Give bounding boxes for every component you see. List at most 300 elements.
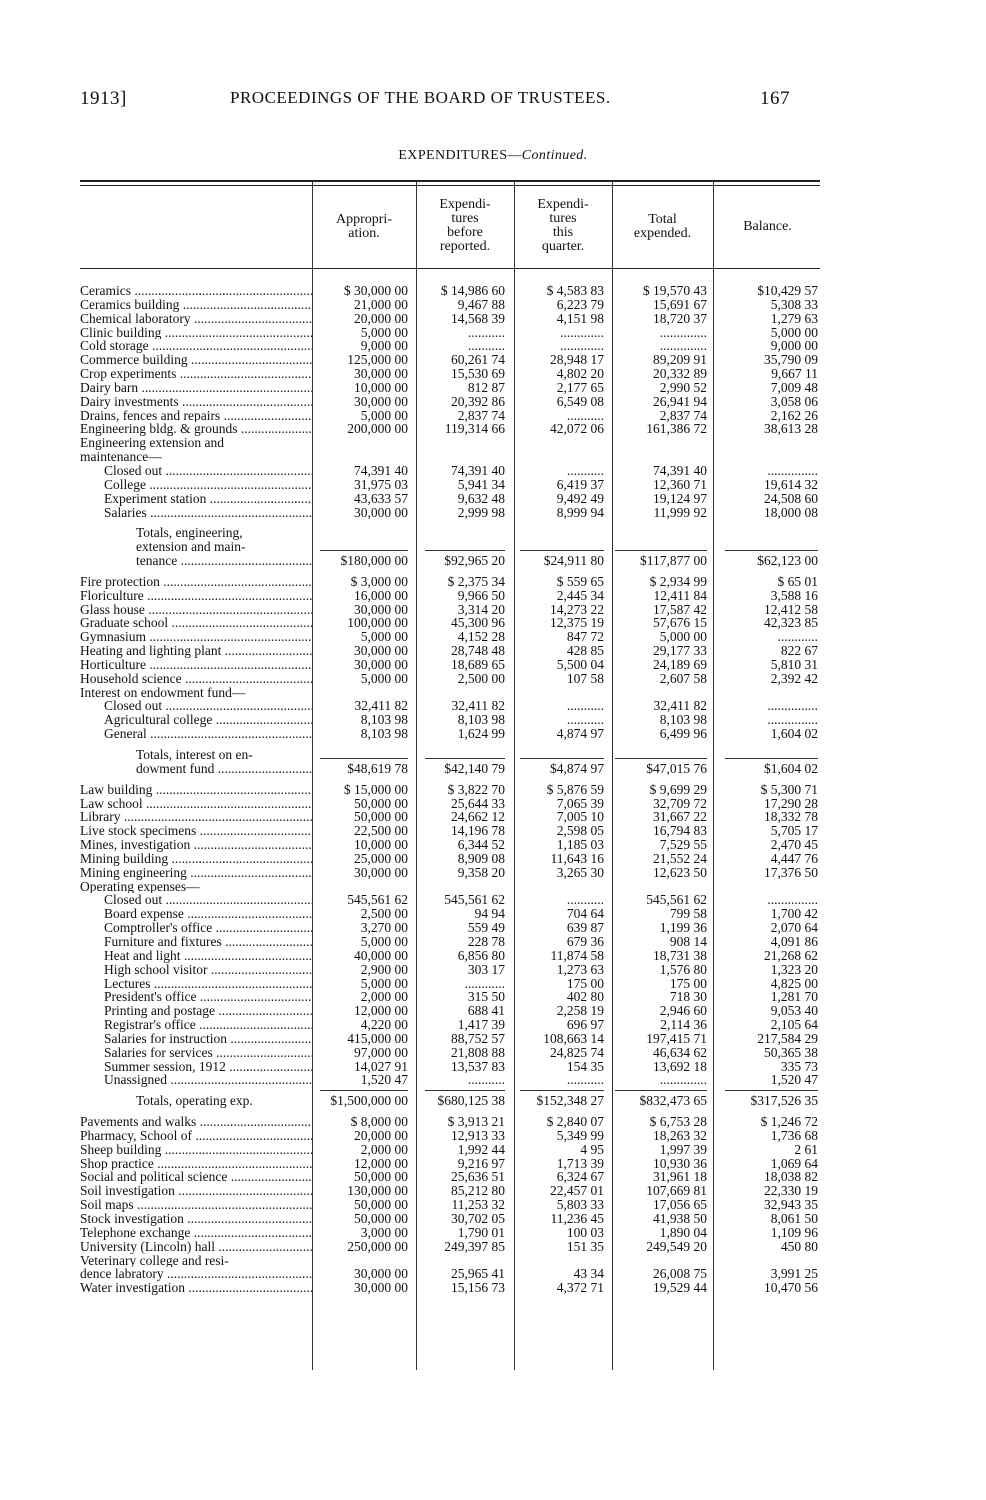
cell-total: 17,056 65 bbox=[653, 1197, 707, 1213]
cell-balance: 822 67 bbox=[780, 643, 818, 659]
cell-balance: 1,736 68 bbox=[770, 1127, 818, 1143]
total-rule bbox=[320, 1090, 408, 1091]
cell-before: 228 78 bbox=[467, 933, 505, 949]
row-label: Mining engineering ..... bbox=[80, 866, 312, 880]
cell-total: .............. bbox=[659, 338, 707, 354]
cell-before: 85,212 80 bbox=[451, 1183, 505, 1199]
cell-this-quarter: 7,065 39 bbox=[556, 795, 604, 811]
cell-appropriation: 97,000 00 bbox=[354, 1044, 408, 1060]
row-label: Graduate school ..... bbox=[80, 616, 312, 630]
cell-balance: 3,058 06 bbox=[770, 393, 818, 409]
total-rule bbox=[425, 550, 505, 551]
total-rule bbox=[520, 550, 604, 551]
cell-balance: 17,376 50 bbox=[764, 864, 818, 880]
cell-appropriation: 20,000 00 bbox=[354, 1127, 408, 1143]
cell-this-quarter: 5,803 33 bbox=[556, 1197, 604, 1213]
col-head-line: before bbox=[447, 225, 483, 240]
table-row bbox=[80, 1032, 820, 1046]
cell-appropriation: 25,000 00 bbox=[354, 850, 408, 866]
top-rule bbox=[80, 180, 820, 182]
cell-balance: 4,447 76 bbox=[770, 850, 818, 866]
cell-this-quarter: 24,825 74 bbox=[550, 1044, 604, 1060]
cell-appropriation: 2,500 00 bbox=[360, 906, 408, 922]
cell-this-quarter: 6,549 08 bbox=[556, 393, 604, 409]
cell-balance: ............... bbox=[767, 462, 818, 478]
table-row bbox=[80, 339, 820, 353]
table-row bbox=[80, 436, 820, 450]
table-row bbox=[80, 312, 820, 326]
row-label: Soil investigation ..... bbox=[80, 1184, 312, 1198]
cell-balance: 2,105 64 bbox=[770, 1017, 818, 1033]
cell-this-quarter: 2,258 19 bbox=[556, 1003, 604, 1019]
cell-before: 545,561 62 bbox=[444, 892, 505, 908]
cell-total: 718 30 bbox=[669, 989, 707, 1005]
row-label: Unassigned ..... bbox=[80, 1073, 312, 1087]
cell-this-quarter: $4,874 97 bbox=[550, 760, 604, 776]
cell-appropriation: $180,000 00 bbox=[340, 553, 408, 569]
row-label: tenance ..... bbox=[80, 554, 312, 568]
total-rule bbox=[520, 1090, 604, 1091]
table-row bbox=[80, 353, 820, 367]
cell-appropriation: 30,000 00 bbox=[354, 393, 408, 409]
cell-total: 1,576 80 bbox=[659, 961, 707, 977]
table-caption bbox=[0, 148, 986, 164]
cell-total: 16,794 83 bbox=[653, 823, 707, 839]
cell-before: ........... bbox=[467, 338, 505, 354]
cell-balance: 7,009 48 bbox=[770, 379, 818, 395]
cell-balance: 22,330 19 bbox=[764, 1183, 818, 1199]
row-label: College ..... bbox=[80, 478, 312, 492]
cell-before: 249,397 85 bbox=[444, 1238, 505, 1254]
col-head-line: this bbox=[552, 225, 574, 240]
cell-total: 15,691 67 bbox=[653, 296, 707, 312]
table-row bbox=[80, 880, 820, 894]
cell-total: 2,946 60 bbox=[659, 1003, 707, 1019]
table-row bbox=[80, 1267, 820, 1281]
cell-this-quarter: ........... bbox=[566, 462, 604, 478]
cell-total: 19,529 44 bbox=[653, 1280, 707, 1296]
cell-appropriation: 5,000 00 bbox=[360, 407, 408, 423]
cell-before: 30,702 05 bbox=[451, 1211, 505, 1226]
cell-balance: 10,470 56 bbox=[764, 1280, 818, 1296]
cell-total: 6,499 96 bbox=[659, 726, 707, 742]
table-row bbox=[80, 1143, 820, 1157]
row-label: Registrar's office ..... bbox=[80, 1018, 312, 1032]
expenditures-table-body bbox=[80, 284, 820, 1295]
cell-balance: 2 61 bbox=[794, 1141, 818, 1157]
cell-this-quarter: 847 72 bbox=[566, 629, 604, 645]
cell-appropriation: 130,000 00 bbox=[347, 1183, 408, 1199]
table-row bbox=[80, 326, 820, 340]
cell-this-quarter: 100 03 bbox=[566, 1224, 604, 1240]
cell-before: 1,624 99 bbox=[457, 726, 505, 742]
cell-this-quarter: 402 80 bbox=[566, 989, 604, 1005]
page-number: 167 bbox=[760, 88, 790, 109]
cell-balance: 32,943 35 bbox=[764, 1197, 818, 1213]
row-label: Totals, engineering, bbox=[136, 526, 243, 541]
cell-this-quarter: 43 34 bbox=[573, 1266, 604, 1282]
cell-total: 19,124 97 bbox=[653, 490, 707, 506]
cell-total: 18,731 38 bbox=[653, 947, 707, 963]
cell-before: 13,537 83 bbox=[451, 1058, 505, 1074]
cell-this-quarter: $ 4,583 83 bbox=[546, 283, 604, 298]
row-label: Law building ..... bbox=[80, 783, 312, 797]
col-head-line: Expendi- bbox=[537, 197, 589, 212]
row-label: dence labratory ..... bbox=[80, 1267, 312, 1281]
cell-appropriation: 5,000 00 bbox=[360, 975, 408, 991]
cell-before: 6,344 52 bbox=[457, 837, 505, 853]
cell-total: $ 6,753 28 bbox=[649, 1114, 707, 1130]
cell-appropriation: 22,500 00 bbox=[354, 823, 408, 839]
cell-this-quarter: ........... bbox=[566, 698, 604, 714]
row-label: Printing and postage ..... bbox=[80, 1004, 312, 1018]
cell-balance: 335 73 bbox=[780, 1058, 818, 1074]
cell-balance: 2,392 42 bbox=[770, 670, 818, 686]
cell-total: 13,692 18 bbox=[653, 1058, 707, 1074]
col-head-line: tures bbox=[451, 211, 479, 226]
row-label: Ceramics building ..... bbox=[80, 298, 312, 312]
cell-appropriation: 50,000 00 bbox=[354, 795, 408, 811]
cell-balance: $317,526 35 bbox=[750, 1093, 818, 1109]
table-row bbox=[80, 422, 820, 436]
cell-before: 60,261 74 bbox=[451, 352, 505, 368]
table-row bbox=[80, 616, 820, 630]
table-row bbox=[80, 1281, 820, 1295]
row-label: Stock investigation ..... bbox=[80, 1212, 312, 1226]
table-row bbox=[80, 699, 820, 713]
table-row bbox=[80, 852, 820, 866]
header-underline-values bbox=[312, 268, 820, 269]
cell-before: 1,417 39 bbox=[457, 1017, 505, 1033]
row-label: High school visitor ..... bbox=[80, 963, 312, 977]
cell-balance: ............... bbox=[767, 712, 818, 728]
table-row bbox=[80, 1018, 820, 1032]
cell-appropriation: 30,000 00 bbox=[354, 1280, 408, 1296]
cell-this-quarter: 2,177 65 bbox=[556, 379, 604, 395]
cell-total: 31,961 18 bbox=[653, 1169, 707, 1185]
cell-total: 799 58 bbox=[669, 906, 707, 922]
cell-before: 88,752 57 bbox=[451, 1030, 505, 1046]
cell-appropriation: 21,000 00 bbox=[354, 296, 408, 312]
cell-total: 32,709 72 bbox=[653, 795, 707, 811]
cell-this-quarter: 28,948 17 bbox=[550, 352, 604, 368]
cell-before: 315 50 bbox=[467, 989, 505, 1005]
table-row bbox=[80, 1254, 820, 1268]
cell-balance: 17,290 28 bbox=[764, 795, 818, 811]
cell-appropriation: 125,000 00 bbox=[347, 352, 408, 368]
cell-appropriation: 1,520 47 bbox=[360, 1072, 408, 1088]
total-rule bbox=[425, 1090, 505, 1091]
cell-before: 9,358 20 bbox=[457, 864, 505, 880]
cell-before: 1,790 01 bbox=[457, 1224, 505, 1240]
cell-appropriation: 12,000 00 bbox=[354, 1155, 408, 1171]
row-label: Commerce building ..... bbox=[80, 353, 312, 367]
cell-before: 4,152 28 bbox=[457, 629, 505, 645]
cell-balance: 12,412 58 bbox=[764, 601, 818, 617]
row-label: General ..... bbox=[80, 727, 312, 741]
cell-this-quarter: 6,419 37 bbox=[556, 476, 604, 492]
table-row bbox=[80, 575, 820, 589]
table-row bbox=[80, 1094, 820, 1108]
cell-this-quarter: 12,375 19 bbox=[550, 615, 604, 631]
row-label: Cold storage ..... bbox=[80, 339, 312, 353]
cell-appropriation: 8,103 98 bbox=[360, 712, 408, 728]
caption-italic: Continued. bbox=[521, 148, 588, 163]
row-label: Pharmacy, School of ..... bbox=[80, 1129, 312, 1143]
cell-this-quarter: $152,348 27 bbox=[536, 1093, 604, 1109]
cell-total: 32,411 82 bbox=[653, 698, 707, 714]
row-label: Operating expenses— bbox=[80, 879, 200, 894]
col-head-line: Appropri- bbox=[336, 212, 392, 227]
column-header-expenditures-before bbox=[418, 198, 512, 254]
cell-total: 26,008 75 bbox=[653, 1266, 707, 1282]
cell-balance: 4,825 00 bbox=[770, 975, 818, 991]
table-row bbox=[80, 866, 820, 880]
cell-total: 41,938 50 bbox=[653, 1211, 707, 1226]
table-row bbox=[80, 1046, 820, 1060]
cell-appropriation: 20,000 00 bbox=[354, 310, 408, 326]
cell-this-quarter: 154 35 bbox=[566, 1058, 604, 1074]
cell-before: 688 41 bbox=[467, 1003, 505, 1019]
cell-balance: 5,308 33 bbox=[770, 296, 818, 312]
cell-before: $ 14,986 60 bbox=[440, 283, 505, 298]
cell-balance: 2,470 45 bbox=[770, 837, 818, 853]
cell-balance: $62,123 00 bbox=[757, 553, 818, 569]
cell-total: 31,667 22 bbox=[653, 809, 707, 825]
table-row bbox=[80, 492, 820, 506]
cell-before: 15,530 69 bbox=[451, 366, 505, 382]
cell-total: 29,177 33 bbox=[653, 643, 707, 659]
row-label: dowment fund ..... bbox=[80, 762, 312, 776]
table-row bbox=[80, 381, 820, 395]
cell-before: $680,125 38 bbox=[437, 1093, 505, 1109]
total-rule bbox=[725, 1090, 818, 1091]
cell-appropriation: 50,000 00 bbox=[354, 1211, 408, 1226]
row-label: Veterinary college and resi- bbox=[80, 1253, 229, 1268]
cell-this-quarter: 151 35 bbox=[566, 1238, 604, 1254]
table-row bbox=[80, 921, 820, 935]
col-head-line: ation. bbox=[348, 226, 380, 241]
table-row bbox=[80, 367, 820, 381]
cell-this-quarter: ............. bbox=[560, 324, 604, 340]
cell-total: 10,930 36 bbox=[653, 1155, 707, 1171]
row-label: Sheep building ..... bbox=[80, 1143, 312, 1157]
cell-balance: 2,070 64 bbox=[770, 920, 818, 936]
row-label: Mining building ..... bbox=[80, 852, 312, 866]
cell-appropriation: 8,103 98 bbox=[360, 726, 408, 742]
cell-appropriation: 31,975 03 bbox=[354, 476, 408, 492]
cell-appropriation: 12,000 00 bbox=[354, 1003, 408, 1019]
row-label: Dairy barn ..... bbox=[80, 381, 312, 395]
row-label: Chemical laboratory ..... bbox=[80, 312, 312, 326]
column-header-expenditures-this-quarter bbox=[516, 198, 610, 254]
cell-total: 1,890 04 bbox=[659, 1224, 707, 1240]
cell-this-quarter: 6,223 79 bbox=[556, 296, 604, 312]
cell-total: $ 19,570 43 bbox=[642, 283, 707, 298]
cell-appropriation: 30,000 00 bbox=[354, 643, 408, 659]
table-row bbox=[80, 727, 820, 741]
cell-total: .............. bbox=[659, 324, 707, 340]
cell-total: 2,114 36 bbox=[660, 1017, 707, 1033]
row-label: Closed out ..... bbox=[80, 893, 312, 907]
row-label: Closed out ..... bbox=[80, 699, 312, 713]
cell-this-quarter: 107 58 bbox=[566, 670, 604, 686]
page-year: 1913] bbox=[80, 88, 127, 109]
cell-before: 24,662 12 bbox=[451, 809, 505, 825]
cell-this-quarter: 8,999 94 bbox=[556, 504, 604, 520]
col-head-line: reported. bbox=[439, 239, 491, 254]
cell-before: 18,689 65 bbox=[451, 656, 505, 672]
cell-total: 249,549 20 bbox=[646, 1238, 707, 1254]
cell-total: 1,199 36 bbox=[659, 920, 707, 936]
table-row bbox=[80, 464, 820, 478]
table-row bbox=[80, 1170, 820, 1184]
total-rule bbox=[615, 550, 707, 551]
cell-total: .............. bbox=[659, 1072, 707, 1088]
cell-before: 45,300 96 bbox=[451, 615, 505, 631]
row-label: President's office ..... bbox=[80, 990, 312, 1004]
col-head-line: Total bbox=[648, 212, 677, 227]
cell-balance: ............... bbox=[767, 698, 818, 714]
row-label: Mines, investigation ..... bbox=[80, 838, 312, 852]
cell-before: 74,391 40 bbox=[451, 462, 505, 478]
total-rule bbox=[320, 758, 408, 759]
cell-balance: $ 5,300 71 bbox=[760, 781, 818, 797]
cell-this-quarter: 4,372 71 bbox=[556, 1280, 604, 1296]
cell-appropriation: 30,000 00 bbox=[354, 504, 408, 520]
cell-this-quarter: $24,911 80 bbox=[543, 553, 604, 569]
cell-appropriation: 2,900 00 bbox=[360, 961, 408, 977]
running-title: PROCEEDINGS OF THE BOARD OF TRUSTEES. bbox=[230, 88, 611, 107]
cell-total: $832,473 65 bbox=[639, 1093, 707, 1109]
cell-total: 57,676 15 bbox=[653, 615, 707, 631]
row-label: Water investigation ..... bbox=[80, 1281, 312, 1295]
cell-appropriation: 250,000 00 bbox=[347, 1238, 408, 1254]
cell-balance: $10,429 57 bbox=[757, 283, 818, 298]
cell-this-quarter: 11,874 58 bbox=[550, 947, 604, 963]
cell-this-quarter: $ 5,876 59 bbox=[546, 781, 604, 797]
cell-before: 303 17 bbox=[467, 961, 505, 977]
cell-balance: 1,520 47 bbox=[770, 1072, 818, 1088]
cell-balance: 24,508 60 bbox=[764, 490, 818, 506]
row-label: Totals, operating exp. bbox=[136, 1094, 253, 1109]
row-label: Law school ..... bbox=[80, 797, 312, 811]
cell-balance: 18,332 78 bbox=[764, 809, 818, 825]
cell-appropriation: 30,000 00 bbox=[354, 1266, 408, 1282]
cell-balance: $1,604 02 bbox=[764, 760, 818, 776]
table-row bbox=[80, 644, 820, 658]
cell-before: $ 3,822 70 bbox=[447, 781, 505, 797]
cell-balance: 38,613 28 bbox=[764, 421, 818, 437]
cell-before: 119,314 66 bbox=[444, 421, 505, 437]
table-row bbox=[80, 1073, 820, 1087]
cell-balance: 1,323 20 bbox=[770, 961, 818, 977]
row-label: Comptroller's office ..... bbox=[80, 921, 312, 935]
cell-balance: 1,109 96 bbox=[770, 1224, 818, 1240]
cell-before: 8,909 08 bbox=[457, 850, 505, 866]
table-row bbox=[80, 1226, 820, 1240]
cell-total: 12,411 84 bbox=[653, 587, 707, 603]
cell-total: 89,209 91 bbox=[653, 352, 707, 368]
cell-this-quarter: 14,273 22 bbox=[550, 601, 604, 617]
table-row bbox=[80, 658, 820, 672]
cell-this-quarter: ........... bbox=[566, 1072, 604, 1088]
cell-this-quarter: 4 95 bbox=[580, 1141, 604, 1157]
row-label: Summer session, 1912 ..... bbox=[80, 1060, 312, 1074]
row-label: Soil maps ..... bbox=[80, 1198, 312, 1212]
table-row bbox=[80, 506, 820, 520]
cell-appropriation: 16,000 00 bbox=[354, 587, 408, 603]
col-head-line: tures bbox=[549, 211, 577, 226]
table-row bbox=[80, 630, 820, 644]
cell-this-quarter: 108,663 14 bbox=[543, 1030, 604, 1046]
cell-balance: $ 65 01 bbox=[777, 573, 818, 589]
cell-before: 812 87 bbox=[467, 379, 505, 395]
cell-before: 9,966 50 bbox=[457, 587, 505, 603]
row-label: Fire protection ..... bbox=[80, 575, 312, 589]
cell-appropriation: 5,000 00 bbox=[360, 629, 408, 645]
cell-appropriation: $ 15,000 00 bbox=[343, 781, 408, 797]
row-label: Engineering extension and bbox=[80, 436, 224, 451]
cell-total: 908 14 bbox=[669, 933, 707, 949]
cell-balance: 9,667 11 bbox=[771, 366, 818, 382]
cell-before: $92,965 20 bbox=[444, 553, 505, 569]
table-row bbox=[80, 1060, 820, 1074]
cell-before: 3,314 20 bbox=[457, 601, 505, 617]
cell-appropriation: 200,000 00 bbox=[347, 421, 408, 437]
row-label: Agricultural college ..... bbox=[80, 713, 312, 727]
cell-appropriation: 5,000 00 bbox=[360, 324, 408, 340]
cell-total: 21,552 24 bbox=[653, 850, 707, 866]
cell-this-quarter: 1,713 39 bbox=[556, 1155, 604, 1171]
table-row bbox=[80, 1157, 820, 1171]
cell-this-quarter: ............. bbox=[560, 338, 604, 354]
cell-balance: 5,000 00 bbox=[770, 324, 818, 340]
cell-balance: 2,162 26 bbox=[770, 407, 818, 423]
caption-main: EXPENDITURES— bbox=[398, 148, 522, 163]
cell-this-quarter: $ 559 65 bbox=[556, 573, 604, 589]
cell-this-quarter: 3,265 30 bbox=[556, 864, 604, 880]
row-spacer bbox=[80, 741, 820, 748]
cell-this-quarter: 1,185 03 bbox=[556, 837, 604, 853]
cell-before: ........... bbox=[467, 1072, 505, 1088]
cell-this-quarter: 639 87 bbox=[566, 920, 604, 936]
row-label: Lectures ..... bbox=[80, 977, 312, 991]
cell-appropriation: 2,000 00 bbox=[360, 989, 408, 1005]
table-row bbox=[80, 686, 820, 700]
cell-appropriation: 32,411 82 bbox=[354, 698, 408, 714]
row-spacer bbox=[80, 519, 820, 526]
cell-before: 94 94 bbox=[474, 906, 505, 922]
cell-before: $ 3,913 21 bbox=[447, 1114, 505, 1130]
cell-total: 161,386 72 bbox=[646, 421, 707, 437]
cell-before: 2,999 98 bbox=[457, 504, 505, 520]
cell-before: 2,837 74 bbox=[457, 407, 505, 423]
cell-appropriation: 3,270 00 bbox=[360, 920, 408, 936]
cell-balance: 18,038 82 bbox=[764, 1169, 818, 1185]
row-label: Shop practice ..... bbox=[80, 1157, 312, 1171]
table-row bbox=[80, 1198, 820, 1212]
cell-balance: 1,700 42 bbox=[770, 906, 818, 922]
cell-total: 2,837 74 bbox=[659, 407, 707, 423]
row-label: Telephone exchange ..... bbox=[80, 1226, 312, 1240]
cell-appropriation: 10,000 00 bbox=[354, 837, 408, 853]
row-label: Board expense ..... bbox=[80, 907, 312, 921]
cell-appropriation: 14,027 91 bbox=[354, 1058, 408, 1074]
cell-balance: 8,061 50 bbox=[770, 1211, 818, 1226]
cell-balance: 217,584 29 bbox=[757, 1030, 818, 1046]
cell-this-quarter: 9,492 49 bbox=[556, 490, 604, 506]
